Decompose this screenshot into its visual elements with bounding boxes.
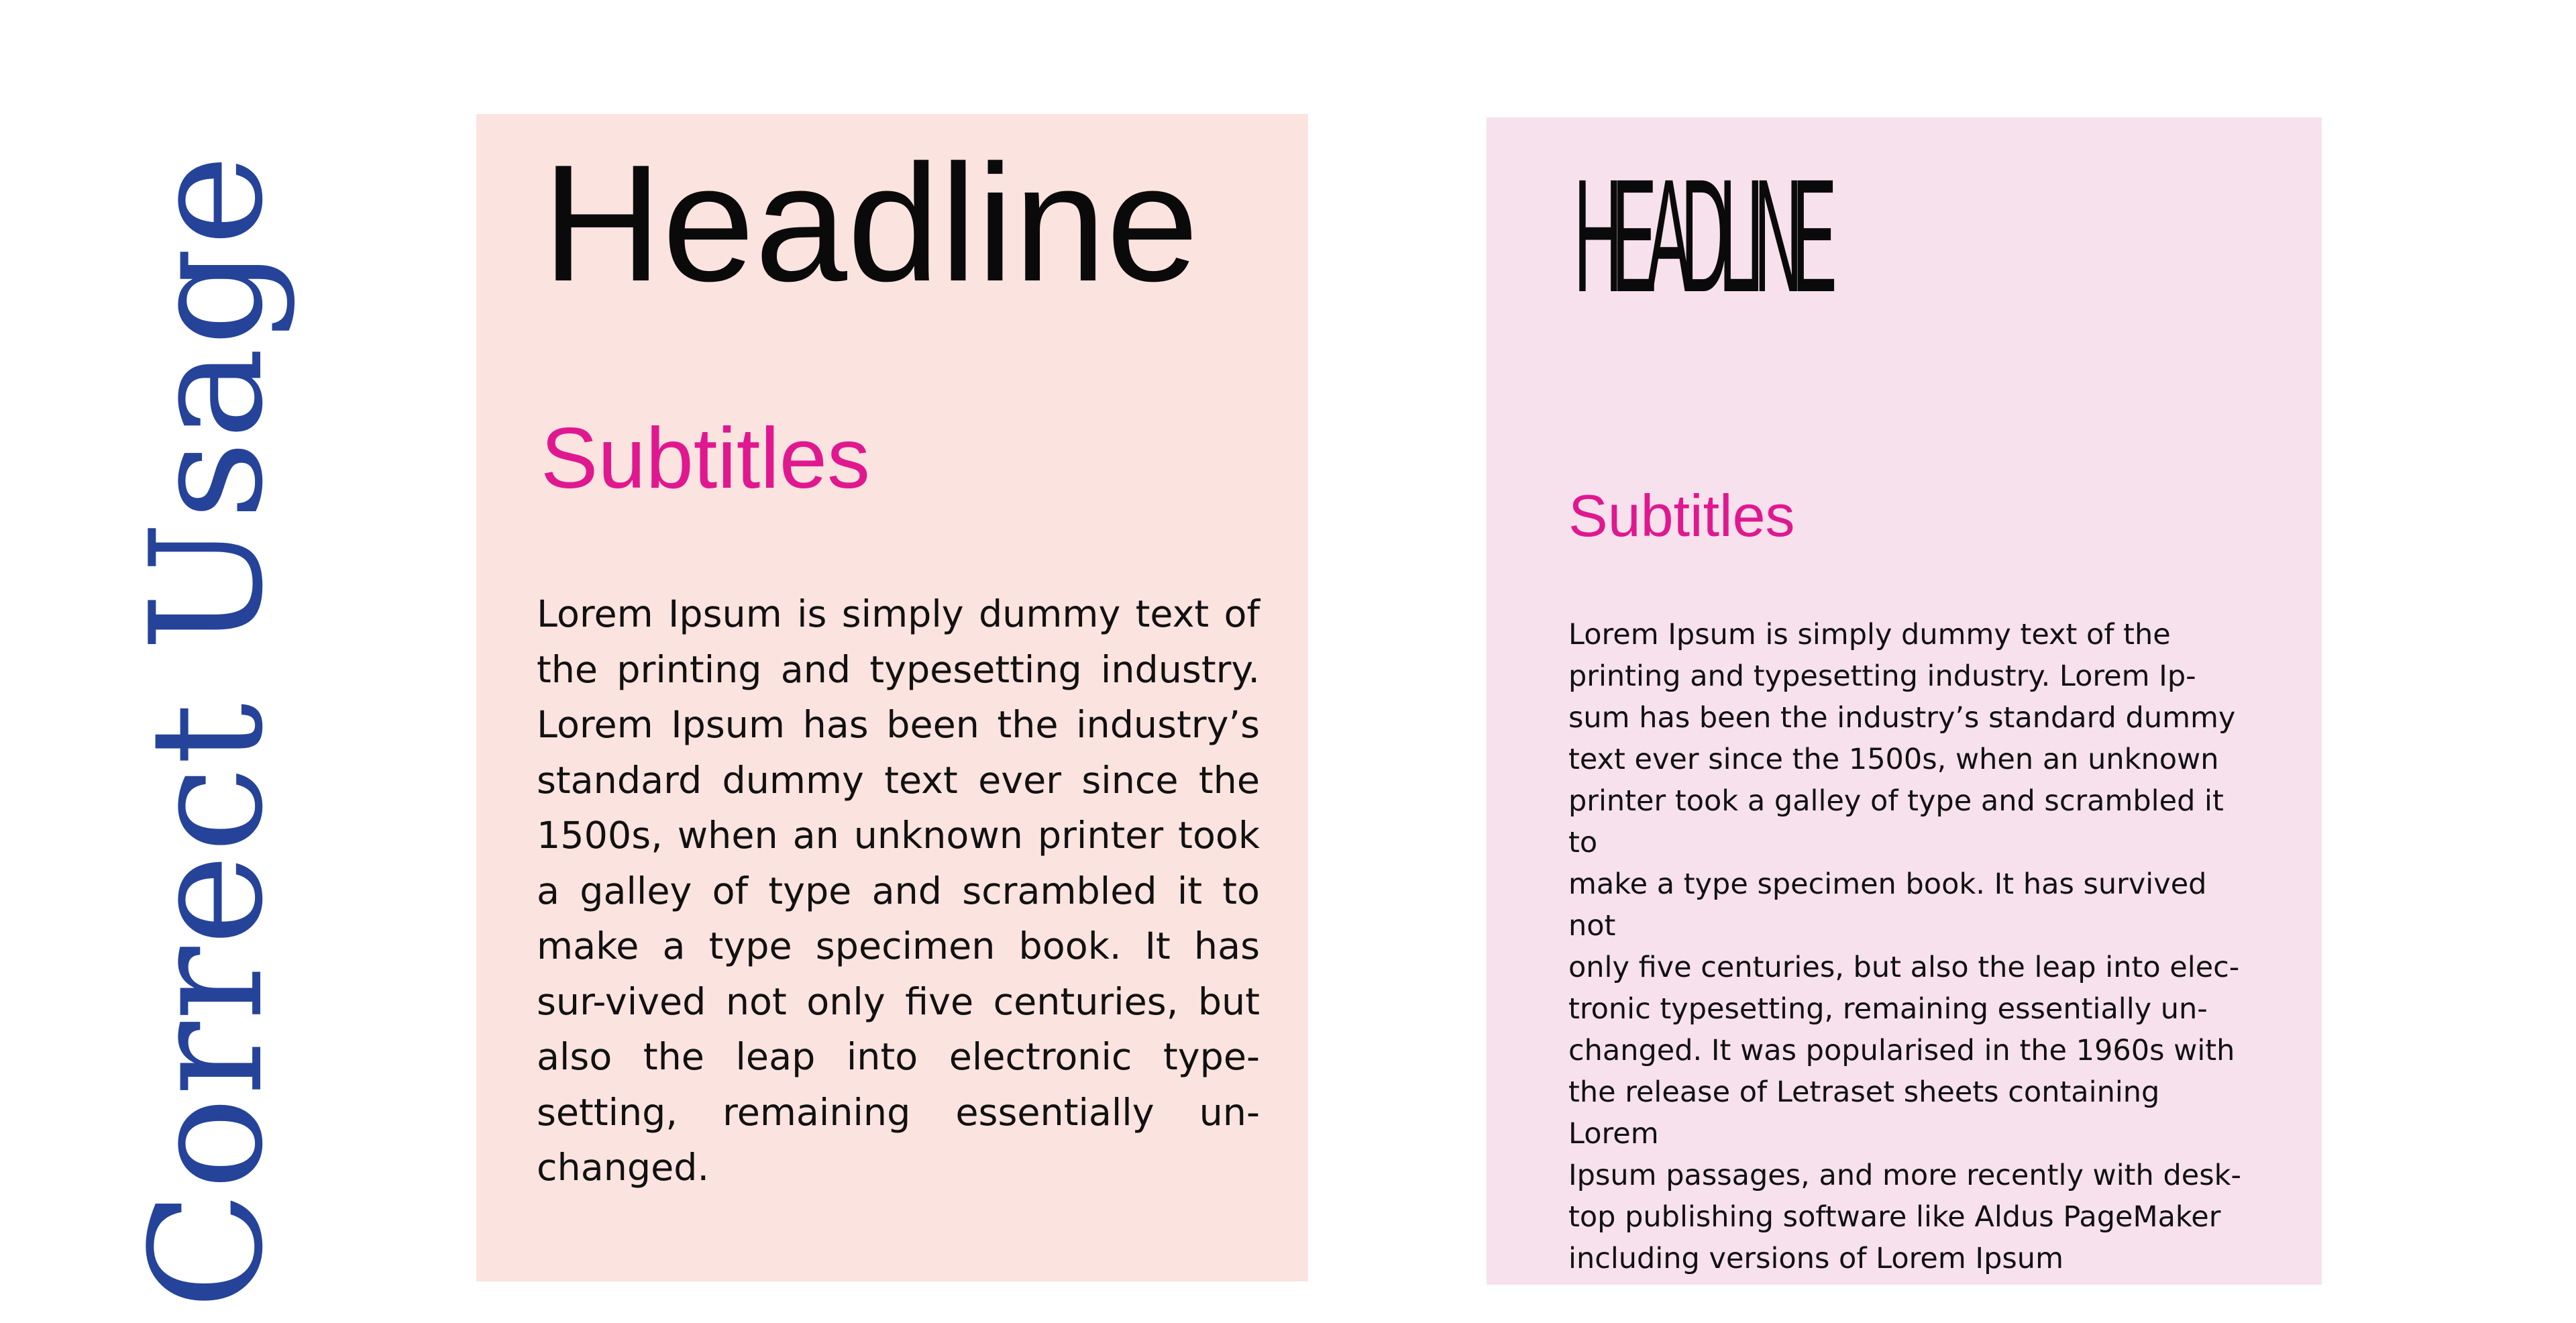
side-title-container bbox=[107, 0, 309, 1323]
left-headline: Headline bbox=[542, 129, 1199, 316]
left-subtitle: Subtitles bbox=[541, 411, 870, 507]
left-panel bbox=[476, 114, 1308, 1281]
right-body-text: Lorem Ipsum is simply dummy text of the printing and typesetting industry. Lorem Ip- sum has been the industry’s standard dummy text ever since the 1500s, when an unknown printer took a galley of type and scrambled it to make a type specimen book. It has survived not only five centuries, but also the leap into elec- tronic typesetting, remaining essentially un- changed. It was popularised in the 1960s with the release of Letraset sheets containing Lorem Ipsum passages, and more recently with desk- top publishing software like Aldus PageMaker including versions of Lorem Ipsum bbox=[1568, 618, 2242, 1275]
right-panel bbox=[1487, 117, 2322, 1285]
right-headline: HEADLINE bbox=[1574, 146, 1827, 325]
left-body-text: Lorem Ipsum is simply dummy text of the printing and typesetting industry. Lorem Ipsum has been the industry’s standard dummy text ever since the 1500s, when an unknown printer took a galley of type and scrambled it to make a type specimen book. It has sur-vived not only five centuries, but also the leap into electronic type-setting, remaining essentially un-changed. bbox=[537, 592, 1260, 1189]
right-subtitle: Subtitles bbox=[1568, 482, 1795, 549]
side-title: Correct Usage bbox=[118, 153, 297, 1310]
